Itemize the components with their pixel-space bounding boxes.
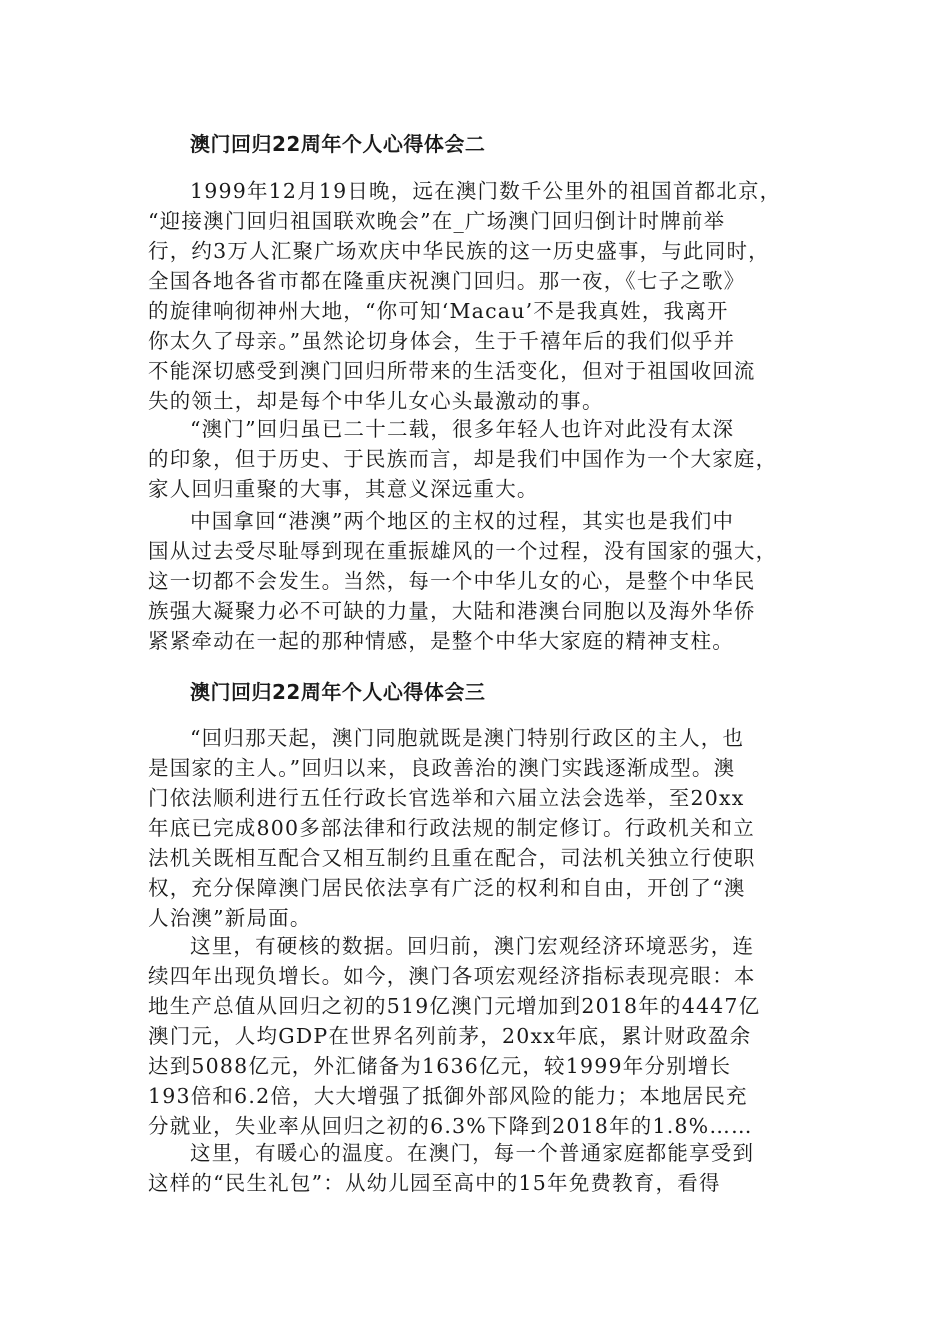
text-line: 分就业，失业率从回归之初的6.3%下降到2018年的1.8%…… <box>148 1114 753 1138</box>
section-2-heading: 澳门回归22周年个人心得体会二 <box>190 132 486 156</box>
text-line: 年底已完成800多部法律和行政法规的制定修订。行政机关和立 <box>148 816 755 840</box>
text-line: 达到5088亿元，外汇储备为1636亿元，较1999年分别增长 <box>148 1054 732 1078</box>
text-line: 权，充分保障澳门居民依法享有广泛的权利和自由，开创了“澳 <box>148 876 746 900</box>
text-line: 193倍和6.2倍，大大增强了抵御外部风险的能力；本地居民充 <box>148 1084 748 1108</box>
text-line: “迎接澳门回归祖国联欢晚会”在_广场澳门回归倒计时牌前举 <box>148 209 726 233</box>
text-line: 门依法顺利进行五任行政长官选举和六届立法会选举，至20xx <box>148 786 745 810</box>
section-3-paragraph-3 <box>148 1138 808 1198</box>
section-3-paragraph-1 <box>148 723 808 933</box>
text-line: 地生产总值从回归之初的519亿澳门元增加到2018年的4447亿 <box>148 994 761 1018</box>
text-line: 不能深切感受到澳门回归所带来的生活变化，但对于祖国收回流 <box>148 359 756 383</box>
text-line: 澳门元，人均GDP在世界名列前茅，20xx年底，累计财政盈余 <box>148 1024 752 1048</box>
text-line: 紧紧牵动在一起的那种情感，是整个中华大家庭的精神支柱。 <box>148 629 734 653</box>
text-line: 中国拿回“港澳”两个地区的主权的过程，其实也是我们中 <box>190 509 735 533</box>
text-line: 人治澳”新局面。 <box>148 906 312 930</box>
text-line: 续四年出现负增长。如今，澳门各项宏观经济指标表现亮眼：本 <box>148 964 756 988</box>
section-2-paragraph-3 <box>148 506 808 656</box>
text-line: 行，约3万人汇聚广场欢庆中华民族的这一历史盛事，与此同时， <box>148 239 770 263</box>
section-2-paragraph-2 <box>148 414 808 504</box>
text-line: 你太久了母亲。”虽然论切身体会，生于千禧年后的我们似乎并 <box>148 329 736 353</box>
text-line: 这里，有硬核的数据。回归前，澳门宏观经济环境恶劣，连 <box>190 934 755 958</box>
text-line: 国从过去受尽耻辱到现在重振雄风的一个过程，没有国家的强大， <box>148 539 778 563</box>
text-line: 的旋律响彻神州大地，“你可知‘Macau’不是我真姓，我离开 <box>148 299 729 323</box>
text-line: 这里，有暖心的温度。在澳门，每一个普通家庭都能享受到 <box>190 1141 755 1165</box>
section-3-paragraph-2 <box>148 931 808 1141</box>
text-line: 1999年12月19日晚，远在澳门数千公里外的祖国首都北京， <box>190 179 782 203</box>
text-line: 族强大凝聚力必不可缺的力量，大陆和港澳台同胞以及海外华侨 <box>148 599 756 623</box>
text-line: 家人回归重聚的大事，其意义深远重大。 <box>148 477 539 501</box>
text-line: 这样的“民生礼包”：从幼儿园至高中的15年免费教育，看得 <box>148 1171 721 1195</box>
text-line: 的印象，但于历史、于民族而言，却是我们中国作为一个大家庭， <box>148 447 778 471</box>
text-line: 是国家的主人。”回归以来，良政善治的澳门实践逐渐成型。澳 <box>148 756 736 780</box>
section-2-paragraph-1 <box>148 176 808 416</box>
text-line: “回归那天起，澳门同胞就既是澳门特别行政区的主人，也 <box>190 726 745 750</box>
text-line: 失的领土，却是每个中华儿女心头最激动的事。 <box>148 389 604 413</box>
text-line: “澳门”回归虽已二十二载，很多年轻人也许对此没有太深 <box>190 417 735 441</box>
text-line: 法机关既相互配合又相互制约且重在配合，司法机关独立行使职 <box>148 846 756 870</box>
section-3-heading: 澳门回归22周年个人心得体会三 <box>190 680 486 704</box>
text-line: 这一切都不会发生。当然，每一个中华儿女的心，是整个中华民 <box>148 569 756 593</box>
text-line: 全国各地各省市都在隆重庆祝澳门回归。那一夜，《七子之歌》 <box>148 269 746 293</box>
